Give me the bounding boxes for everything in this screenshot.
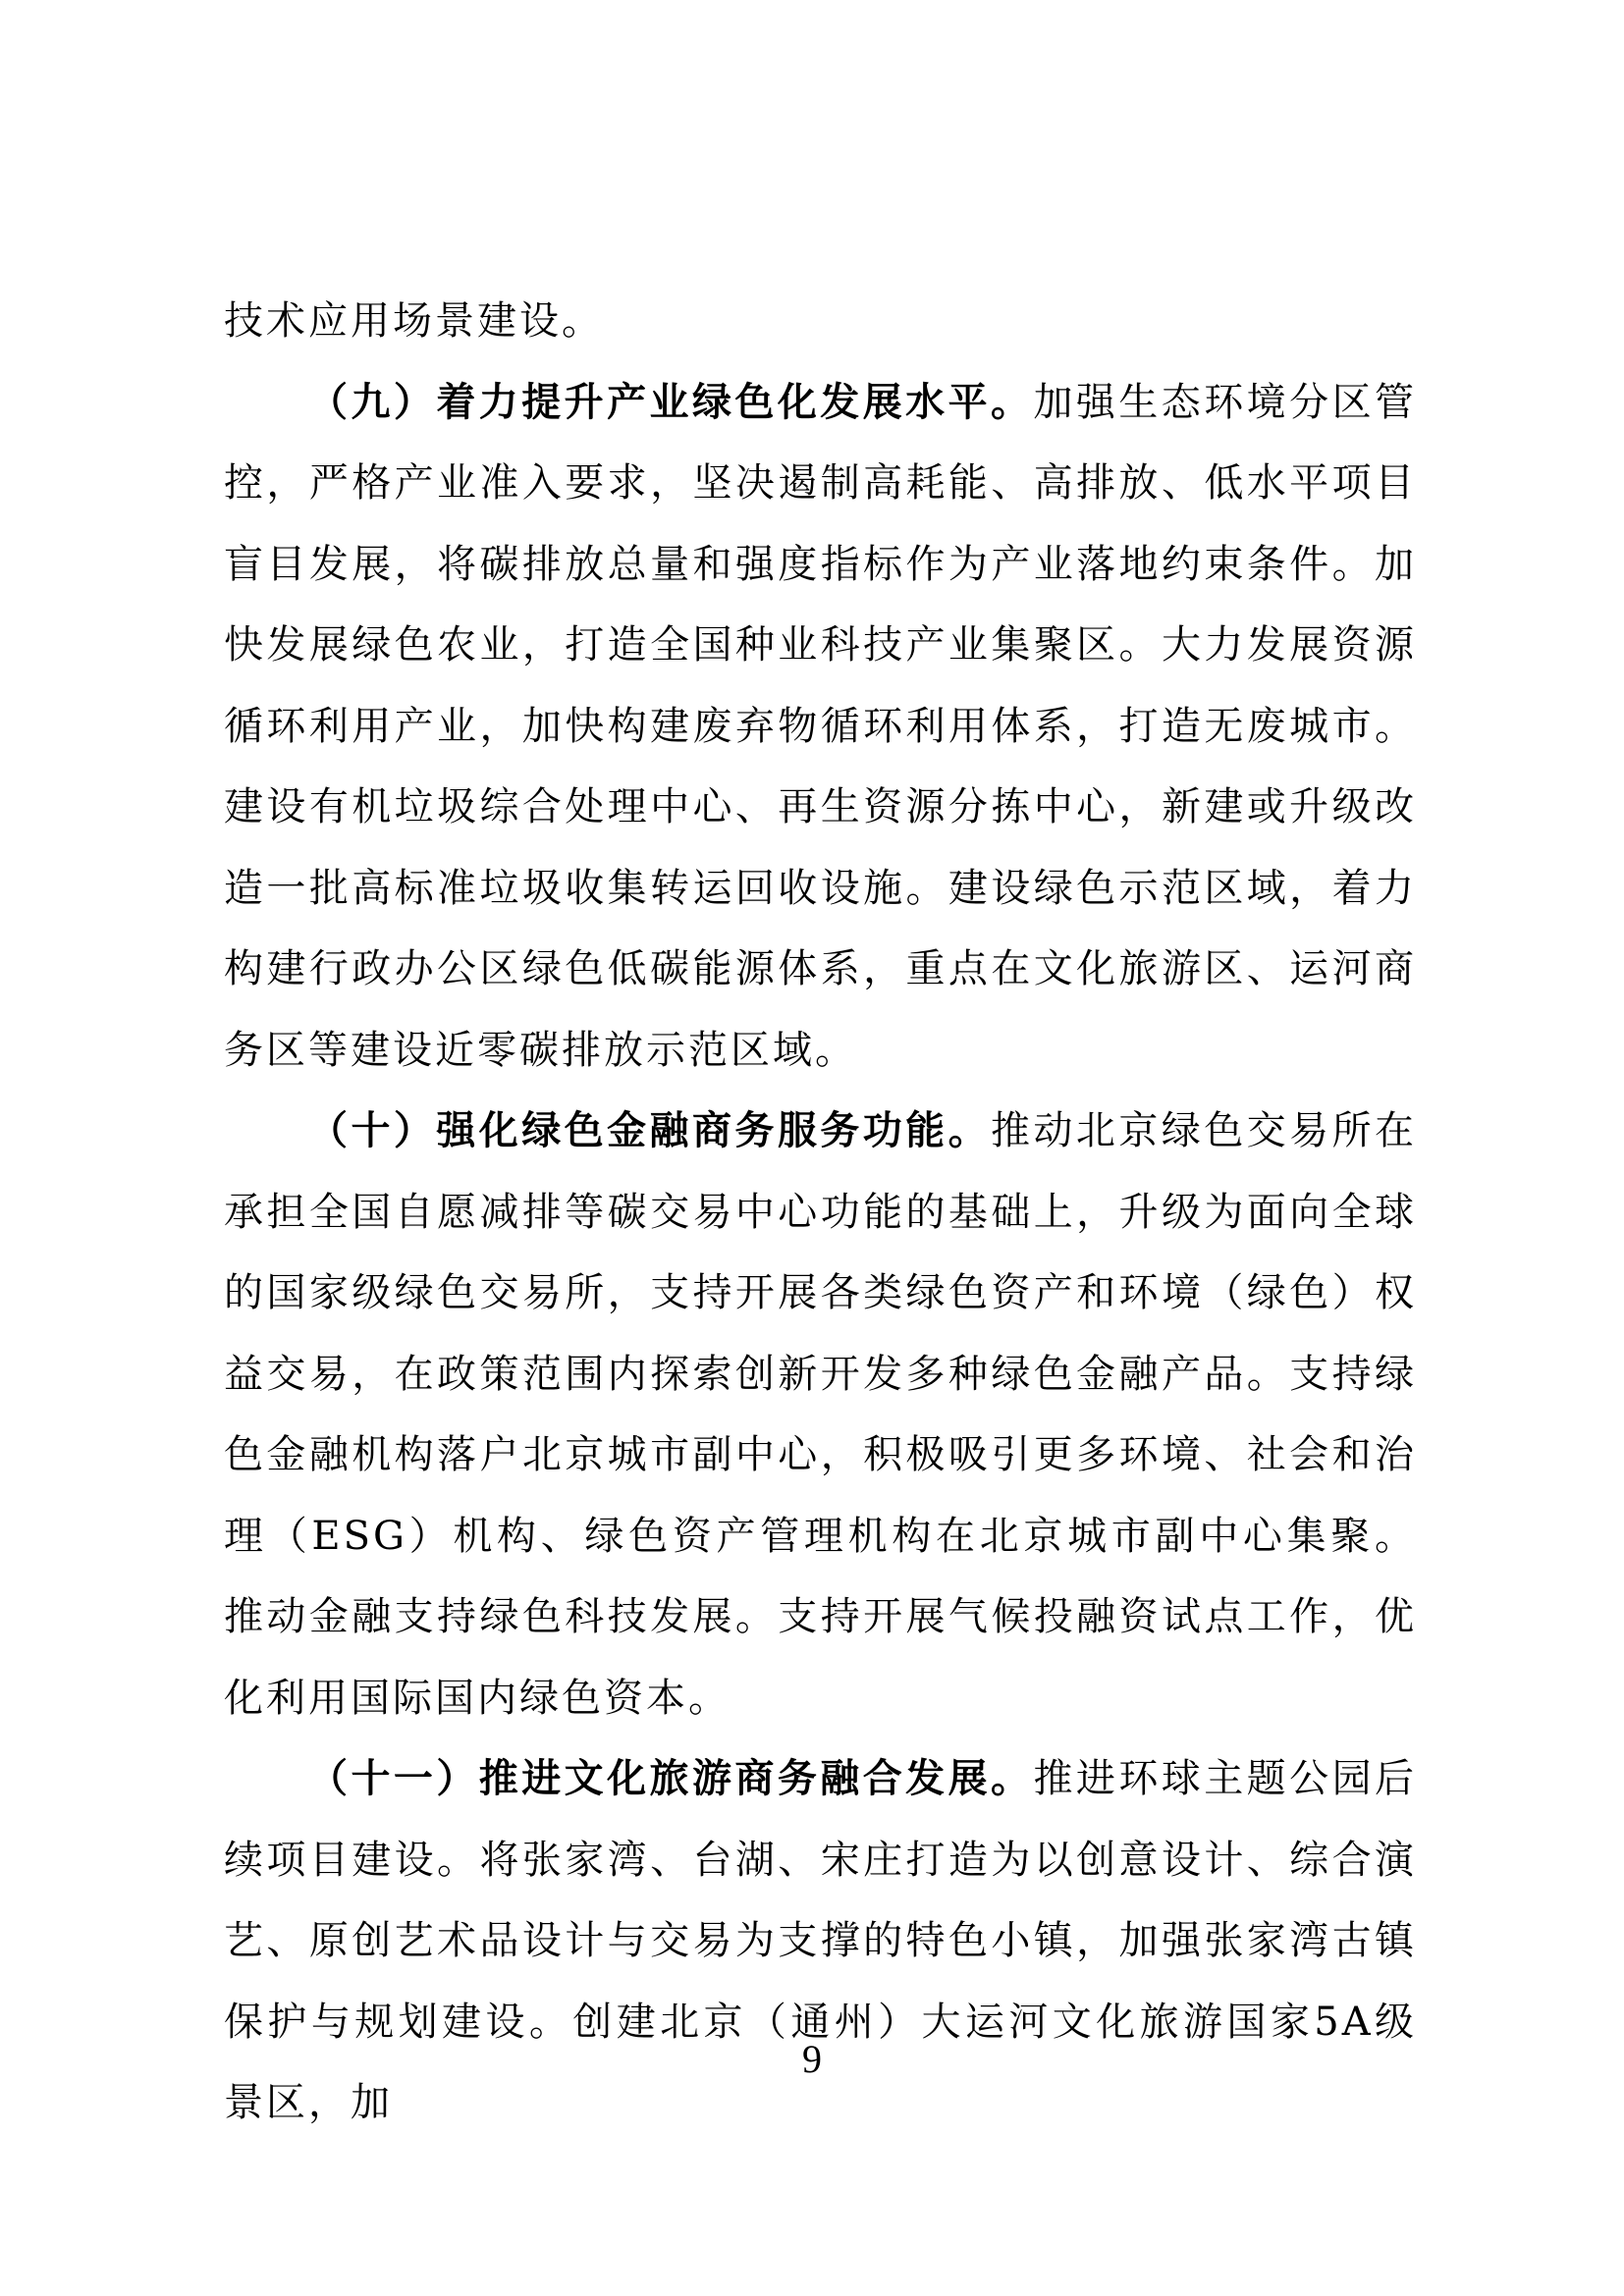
section-heading: （十）强化绿色金融商务服务功能。 — [308, 1107, 992, 1153]
paragraph-text: 技术应用场景建设。 — [224, 298, 604, 344]
section-heading: （九）着力提升产业绿色化发展水平。 — [308, 378, 1034, 425]
paragraph-section-9 — [224, 362, 1417, 1092]
paragraph-section-10 — [224, 1091, 1417, 1738]
page-number: 9 — [802, 2037, 822, 2081]
paragraph-text: 推动北京绿色交易所在承担全国自愿减排等碳交易中心功能的基础上，升级为面向全球的国家级绿色交易所，支持开展各类绿色资产和环境（绿色）权益交易，在政策范围内探索创新开发多种绿色金融产品。支持绿色金融机构落户北京城市副中心，积极吸引更多环境、社会和治理（ESG）机构、绿色资产管理机构在北京城市副中心集聚。推动金融支持绿色科技发展。支持开展气候投融资试点工作，优化利用国际国内绿色资本。 — [224, 1108, 1418, 1721]
paragraph-text: 加强生态环境分区管控，严格产业准入要求，坚决遏制高耗能、高排放、低水平项目盲目发展，将碳排放总量和强度指标作为产业落地约束条件。加快发展绿色农业，打造全国种业科技产业集聚区。大力发展资源循环利用产业，加快构建废弃物循环利用体系，打造无废城市。建设有机垃圾综合处理中心、再生资源分拣中心，新建或升级改造一批高标准垃圾收集转运回收设施。建设绿色示范区域，着力构建行政办公区绿色低碳能源体系，重点在文化旅游区、运河商务区等建设近零碳排放示范区域。 — [224, 379, 1418, 1073]
paragraph-text: 推进环球主题公园后续项目建设。将张家湾、台湖、宋庄打造为以创意设计、综合演艺、原创艺术品设计与交易为支撑的特色小镇，加强张家湾古镇保护与规划建设。创建北京（通州）大运河文化旅游国家5A级景区，加 — [224, 1756, 1418, 2125]
document-body — [224, 281, 1417, 2144]
section-heading: （十一）推进文化旅游商务融合发展。 — [308, 1755, 1034, 1801]
paragraph-continuation — [224, 281, 1417, 362]
